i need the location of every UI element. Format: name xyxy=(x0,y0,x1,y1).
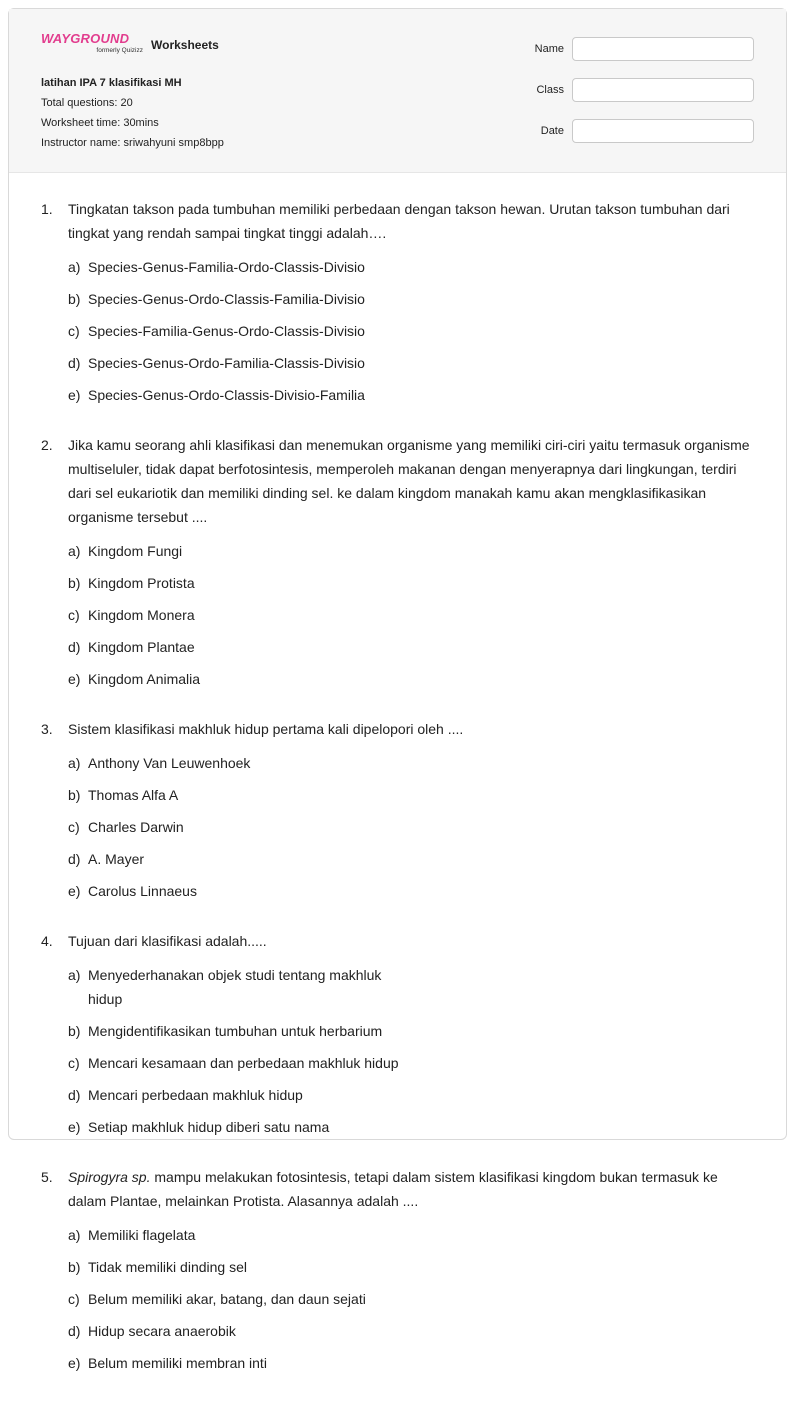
question-2 xyxy=(41,433,753,699)
answer-options xyxy=(68,963,753,1147)
option-e[interactable] xyxy=(68,1115,414,1139)
option-letter: c) xyxy=(68,1055,80,1071)
option-text: Kingdom Plantae xyxy=(88,639,195,655)
logo-wordmark: WAYGROUND xyxy=(41,31,130,46)
question-number: 1. xyxy=(41,201,53,217)
question-stem xyxy=(41,717,753,741)
name-field[interactable] xyxy=(572,37,754,61)
option-c[interactable] xyxy=(68,319,414,343)
option-letter: e) xyxy=(68,387,81,403)
product-name: Worksheets xyxy=(151,38,219,52)
option-d[interactable] xyxy=(68,1083,414,1107)
question-4 xyxy=(41,929,753,1147)
question-stem xyxy=(41,433,753,529)
option-c[interactable] xyxy=(68,1051,414,1075)
date-field[interactable] xyxy=(572,119,754,143)
option-e[interactable] xyxy=(68,879,414,903)
question-number: 3. xyxy=(41,721,53,737)
total-questions: Total questions: 20 xyxy=(41,97,133,109)
option-text: Belum memiliki akar, batang, dan daun sejati xyxy=(88,1291,366,1307)
option-text: Species-Genus-Familia-Ordo-Classis-Divisio xyxy=(88,259,365,275)
option-text: Memiliki flagelata xyxy=(88,1227,196,1243)
option-text: Species-Familia-Genus-Ordo-Classis-Divisio xyxy=(88,323,365,339)
option-letter: e) xyxy=(68,883,81,899)
student-fields xyxy=(535,37,754,160)
question-text xyxy=(68,1165,753,1213)
wayground-logo xyxy=(41,31,143,57)
option-text: A. Mayer xyxy=(88,851,145,867)
option-d[interactable] xyxy=(68,1319,414,1343)
option-b[interactable] xyxy=(68,287,414,311)
option-b[interactable] xyxy=(68,783,414,807)
option-text: Mengidentifikasikan tumbuhan untuk herbarium xyxy=(88,1023,383,1039)
option-e[interactable] xyxy=(68,1351,414,1375)
instructor-name: Instructor name: sriwahyuni smp8bpp xyxy=(41,137,224,149)
question-stem xyxy=(41,929,753,953)
answer-options xyxy=(68,1223,753,1383)
option-text: Thomas Alfa A xyxy=(88,787,179,803)
question-5 xyxy=(41,1165,753,1383)
option-text: Mencari kesamaan dan perbedaan makhluk hidup xyxy=(88,1055,399,1071)
option-letter: a) xyxy=(68,259,81,275)
option-c[interactable] xyxy=(68,603,414,627)
option-letter: a) xyxy=(68,543,81,559)
option-letter: c) xyxy=(68,819,80,835)
option-text: Menyederhanakan objek studi tentang makhluk hidup xyxy=(88,967,382,1007)
option-e[interactable] xyxy=(68,383,414,407)
option-letter: b) xyxy=(68,787,81,803)
option-text: Kingdom Fungi xyxy=(88,543,183,559)
logo-subtitle: formerly Quizizz xyxy=(96,47,143,54)
brand xyxy=(41,31,219,57)
option-a[interactable] xyxy=(68,255,414,279)
question-text: Jika kamu seorang ahli klasifikasi dan menemukan organisme yang memiliki ciri-ciri yaitu termasuk organisme multiseluler, tidak dapat berfotosintesis, memperoleh makanan dengan menyerapnya dari lingkungan, terdiri dari sel eukariotik dan memiliki dinding sel. ke dalam kingdom manakah kamu akan mengklasifikasikan organisme tersebut .... xyxy=(68,437,750,525)
option-text: Carolus Linnaeus xyxy=(88,883,197,899)
option-text: Mencari perbedaan makhluk hidup xyxy=(88,1087,303,1103)
option-letter: d) xyxy=(68,1323,81,1339)
option-letter: b) xyxy=(68,575,81,591)
option-d[interactable] xyxy=(68,847,414,871)
worksheet-header xyxy=(9,9,786,173)
option-a[interactable] xyxy=(68,1223,414,1247)
worksheet-time: Worksheet time: 30mins xyxy=(41,117,159,129)
option-letter: a) xyxy=(68,967,81,983)
option-a[interactable] xyxy=(68,751,414,775)
option-letter: e) xyxy=(68,671,81,687)
option-letter: c) xyxy=(68,607,80,623)
question-list xyxy=(41,197,753,1401)
option-letter: a) xyxy=(68,755,81,771)
option-letter: a) xyxy=(68,1227,81,1243)
option-text: Species-Genus-Ordo-Classis-Divisio-Familia xyxy=(88,387,365,403)
option-letter: c) xyxy=(68,323,80,339)
option-c[interactable] xyxy=(68,1287,414,1311)
worksheet-page xyxy=(8,8,787,1371)
option-text: Species-Genus-Ordo-Familia-Classis-Divisio xyxy=(88,355,365,371)
worksheet-meta xyxy=(41,73,224,153)
option-b[interactable] xyxy=(68,1019,414,1043)
option-text: Species-Genus-Ordo-Classis-Familia-Divisio xyxy=(88,291,365,307)
option-b[interactable] xyxy=(68,1255,414,1279)
question-number: 5. xyxy=(41,1169,53,1185)
option-letter: b) xyxy=(68,1259,81,1275)
answer-options xyxy=(68,255,753,415)
option-c[interactable] xyxy=(68,815,414,839)
question-text: Tujuan dari klasifikasi adalah..... xyxy=(68,933,267,949)
class-field[interactable] xyxy=(572,78,754,102)
question-number: 4. xyxy=(41,933,53,949)
name-label: Name xyxy=(534,43,564,55)
option-text: Tidak memiliki dinding sel xyxy=(88,1259,247,1275)
option-letter: b) xyxy=(68,291,81,307)
name-row xyxy=(535,37,754,61)
option-letter: d) xyxy=(68,355,81,371)
question-text: Sistem klasifikasi makhluk hidup pertama kali dipelopori oleh .... xyxy=(68,721,464,737)
option-d[interactable] xyxy=(68,635,414,659)
option-text: Kingdom Protista xyxy=(88,575,195,591)
option-letter: e) xyxy=(68,1119,81,1135)
question-stem xyxy=(41,1165,753,1213)
question-text: Tingkatan takson pada tumbuhan memiliki perbedaan dengan takson hewan. Urutan takson tumbuhan dari tingkat yang rendah sampai tingkat tinggi adalah…. xyxy=(68,201,730,241)
question-1 xyxy=(41,197,753,415)
option-letter: d) xyxy=(68,851,81,867)
option-d[interactable] xyxy=(68,351,414,375)
date-row xyxy=(535,119,754,143)
worksheet-title: latihan IPA 7 klasifikasi MH xyxy=(41,77,182,89)
option-text: Kingdom Monera xyxy=(88,607,195,623)
option-text: Setiap makhluk hidup diberi satu nama xyxy=(88,1119,330,1135)
option-letter: c) xyxy=(68,1291,80,1307)
option-letter: d) xyxy=(68,1087,81,1103)
answer-options xyxy=(68,539,753,699)
answer-options xyxy=(68,751,753,911)
option-text: Belum memiliki membran inti xyxy=(88,1355,267,1371)
option-text: Hidup secara anaerobik xyxy=(88,1323,236,1339)
question-3 xyxy=(41,717,753,911)
question-text-rest: mampu melakukan fotosintesis, tetapi dalam sistem klasifikasi kingdom bukan termasuk ke dalam Plantae, melainkan Protista. Alasannya adalah .... xyxy=(68,1169,718,1209)
option-text: Anthony Van Leuwenhoek xyxy=(88,755,251,771)
question-stem xyxy=(41,197,753,245)
class-label: Class xyxy=(536,84,564,96)
option-letter: b) xyxy=(68,1023,81,1039)
question-number: 2. xyxy=(41,437,53,453)
option-text: Kingdom Animalia xyxy=(88,671,201,687)
option-letter: d) xyxy=(68,639,81,655)
option-text: Charles Darwin xyxy=(88,819,184,835)
date-label: Date xyxy=(540,125,564,137)
option-b[interactable] xyxy=(68,571,414,595)
species-name: Spirogyra sp. xyxy=(68,1169,151,1185)
option-e[interactable] xyxy=(68,667,414,691)
class-row xyxy=(535,78,754,102)
option-letter: e) xyxy=(68,1355,81,1371)
option-a[interactable] xyxy=(68,963,414,1011)
option-a[interactable] xyxy=(68,539,414,563)
